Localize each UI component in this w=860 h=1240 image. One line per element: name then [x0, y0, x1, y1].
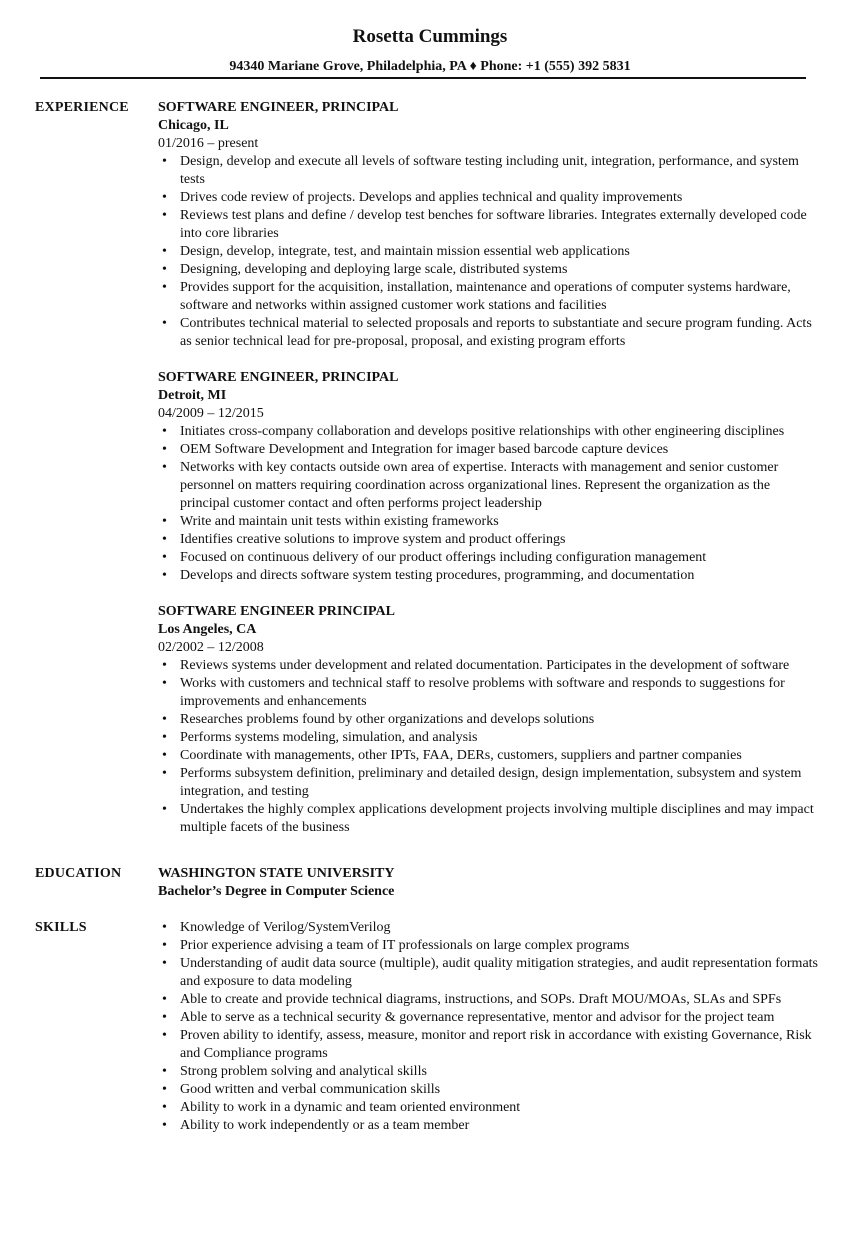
- job-bullets: [158, 153, 818, 351]
- education-section: [0, 865, 860, 901]
- skills-body: [158, 919, 818, 1135]
- skill-item: • Ability to work independently or as a team member: [158, 1117, 818, 1135]
- job-title: SOFTWARE ENGINEER, PRINCIPAL: [158, 370, 399, 385]
- job-bullet: • Reviews systems under development and related documentation. Participates in the development of software: [158, 657, 818, 675]
- job-bullet: • Networks with key contacts outside own area of expertise. Interacts with management and senior customer personnel on matters requiring coordination across organizational lines. Represent the organization as the principal customer contact and often performs project leadership: [158, 459, 818, 513]
- job-title: SOFTWARE ENGINEER, PRINCIPAL: [158, 100, 399, 115]
- experience-section: [0, 99, 860, 837]
- job-bullet: • Develops and directs software system testing procedures, programming, and documentation: [158, 567, 818, 585]
- header-divider: [40, 77, 806, 79]
- skill-item: • Prior experience advising a team of IT professionals on large complex programs: [158, 937, 818, 955]
- job-bullet: • Design, develop and execute all levels of software testing including unit, integration, performance, and system tests: [158, 153, 818, 189]
- skill-item: • Understanding of audit data source (multiple), audit quality mitigation strategies, and audit representation formats and exposure to data modeling: [158, 955, 818, 991]
- job-entry: [158, 603, 818, 837]
- job-bullet: • Provides support for the acquisition, installation, maintenance and operations of computer systems hardware, software and networks within assigned customer work stations and facilities: [158, 279, 818, 315]
- job-location: Chicago, IL: [158, 118, 229, 133]
- job-bullets: [158, 423, 818, 585]
- job-bullet: • Performs subsystem definition, preliminary and detailed design, design implementation, subsystem and system integration, and testing: [158, 765, 818, 801]
- skill-item: • Good written and verbal communication skills: [158, 1081, 818, 1099]
- job-location: Los Angeles, CA: [158, 622, 257, 637]
- job-entry: [158, 369, 818, 585]
- resume-header: [0, 0, 860, 76]
- skill-item: • Able to create and provide technical diagrams, instructions, and SOPs. Draft MOU/MOAs, SLAs and SPFs: [158, 991, 818, 1009]
- job-bullet: • Focused on continuous delivery of our product offerings including configuration management: [158, 549, 818, 567]
- job-bullets: [158, 657, 818, 837]
- skills-list: [158, 919, 818, 1135]
- job-bullet: • OEM Software Development and Integration for imager based barcode capture devices: [158, 441, 818, 459]
- skills-section: [0, 919, 860, 1135]
- job-dates: 01/2016 – present: [158, 136, 259, 151]
- job-dates: 02/2002 – 12/2008: [158, 640, 264, 655]
- skill-item: • Strong problem solving and analytical skills: [158, 1063, 818, 1081]
- job-bullet: • Coordinate with managements, other IPTs, FAA, DERs, customers, suppliers and partner companies: [158, 747, 818, 765]
- job-bullet: • Designing, developing and deploying large scale, distributed systems: [158, 261, 818, 279]
- job-bullet: • Write and maintain unit tests within existing frameworks: [158, 513, 818, 531]
- experience-body: [158, 99, 818, 837]
- job-location: Detroit, MI: [158, 388, 227, 403]
- skill-item: • Knowledge of Verilog/SystemVerilog: [158, 919, 818, 937]
- skill-item: • Able to serve as a technical security & governance representative, mentor and advisor for the project team: [158, 1009, 818, 1027]
- skill-item: • Proven ability to identify, assess, measure, monitor and report risk in accordance with existing Governance, Risk and Compliance programs: [158, 1027, 818, 1063]
- section-label-education: EDUCATION: [35, 866, 122, 881]
- candidate-name: Rosetta Cummings: [352, 26, 508, 47]
- school-name: WASHINGTON STATE UNIVERSITY: [158, 866, 395, 881]
- job-bullet: • Drives code review of projects. Develops and applies technical and quality improvements: [158, 189, 818, 207]
- job-bullet: • Contributes technical material to selected proposals and reports to substantiate and secure program funding. Acts as senior technical lead for pre-proposal, proposal, and existing program efforts: [158, 315, 818, 351]
- job-bullet: • Reviews test plans and define / develop test benches for software libraries. Integrates externally developed code into core libraries: [158, 207, 818, 243]
- job-bullet: • Initiates cross-company collaboration and develops positive relationships with other engineering disciplines: [158, 423, 818, 441]
- job-bullet: • Works with customers and technical staff to resolve problems with software and responds to suggestions for improvements and enhancements: [158, 675, 818, 711]
- job-bullet: • Design, develop, integrate, test, and maintain mission essential web applications: [158, 243, 818, 261]
- job-entry: [158, 99, 818, 351]
- education-body: [158, 865, 818, 901]
- job-bullet: • Undertakes the highly complex applications development projects involving multiple disciplines and may impact multiple facets of the business: [158, 801, 818, 837]
- skill-item: • Ability to work in a dynamic and team oriented environment: [158, 1099, 818, 1117]
- contact-line: 94340 Mariane Grove, Philadelphia, PA ♦ Phone: +1 (555) 392 5831: [229, 59, 631, 74]
- job-dates: 04/2009 – 12/2015: [158, 406, 264, 421]
- job-bullet: • Performs systems modeling, simulation, and analysis: [158, 729, 818, 747]
- job-bullet: • Researches problems found by other organizations and develops solutions: [158, 711, 818, 729]
- section-label-skills: SKILLS: [35, 920, 87, 935]
- section-label-experience: EXPERIENCE: [35, 100, 129, 115]
- job-title: SOFTWARE ENGINEER PRINCIPAL: [158, 604, 395, 619]
- degree: Bachelor’s Degree in Computer Science: [158, 884, 395, 899]
- job-bullet: • Identifies creative solutions to improve system and product offerings: [158, 531, 818, 549]
